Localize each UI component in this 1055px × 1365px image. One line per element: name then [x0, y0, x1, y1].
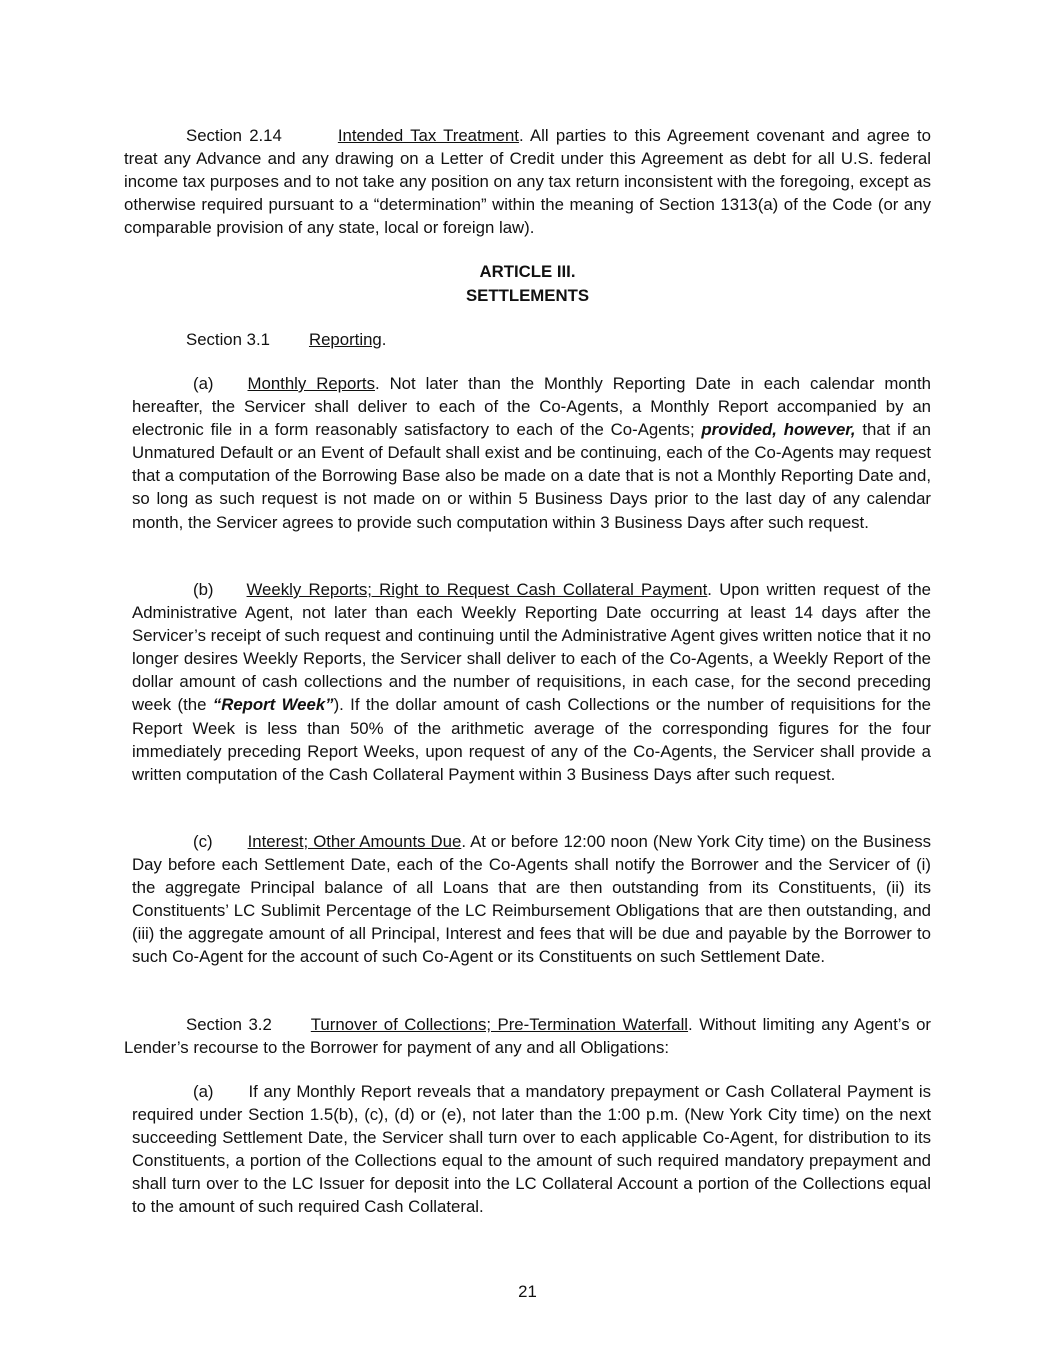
section-3-1-b-emphasis: “Report Week” [212, 695, 334, 715]
section-3-1-a-paragraph: (a) Monthly Reports. Not later than the Monthly Reporting Date in each calendar month hereafter, the Servicer shall deliver to each of the Co-Agents, a Monthly Report accompanied by an electronic file in a form reasonably satisfactory to each of the Co-Agents; provided, however, that if an Unmatured Default or an Event of Default shall exist and be continuing, each of the Co-Agents may request that a computation of the Borrowing Base also be made on a date that is not a Monthly Reporting Date and, so long as such request is not made on or within 5 Business Days prior to the last day of any calendar month, the Servicer agrees to provide such computation within 3 Business Days after such request. [132, 374, 931, 532]
section-3-2-number: Section 3.2 [186, 1015, 272, 1034]
section-3-2-a-body: If any Monthly Report reveals that a mandatory prepayment or Cash Collateral Payment is required under Section 1.5(b), (c), (d) or (e), not later than the 1:00 p.m. (New York City time) on the next succeeding Settlement Date, the Servicer shall turn over to each applicable Co-Agent, for distribution to its Constituents, a portion of the Collections equal to the amount of such required mandatory prepayment and shall turn over to the LC Issuer for deposit into the LC Collateral Account a portion of the Collections equal to the amount of such required Cash Collateral. [132, 1082, 931, 1217]
section-3-2-a-label: (a) [193, 1082, 214, 1101]
section-3-1-number: Section 3.1 [186, 330, 270, 349]
section-3-1-a-body-2: that if an Unmatured Default or an Event of Default shall exist and be continuing, each of the Co-Agents may request that a computation of the Borrowing Base also be made on a date that is not a Monthly Reporting Date and, so long as such request is not made on or within 5 Business Days prior to the last day of any calendar month, the Servicer agrees to provide such computation within 3 Business Days after such request. [132, 420, 931, 532]
section-3-2-a-paragraph [132, 1080, 931, 1219]
section-3-1-b-title: Weekly Reports; Right to Request Cash Collateral Payment [246, 580, 708, 599]
section-3-1-c-title: Interest; Other Amounts Due [247, 832, 462, 851]
section-3-1-a-title: Monthly Reports [247, 374, 375, 393]
section-3-1-title: Reporting [308, 330, 382, 349]
section-3-2-body: Without limiting any Agent’s or Lender’s recourse to the Borrower for payment of any and all Obligations: [124, 1015, 931, 1058]
section-3-1-b-body-2: ). If the dollar amount of cash Collections or the number of requisitions for the Report Week is less than 50% of the arithmetic average of the corresponding figures for the four immediately preceding Report Weeks, upon request of any of the Co-Agents, the Servicer shall provide a written computation of the Cash Collateral Payment within 3 Business Days after such request. [132, 695, 931, 784]
section-2-14-body: All parties to this Agreement covenant and agree to treat any Advance and any drawing on a Letter of Credit under this Agreement as debt for all U.S. federal income tax purposes and to not take any position on any tax return inconsistent with the foregoing, except as otherwise required pursuant to a “determination” within the meaning of Section 1313(a) of the Code (or any comparable provision of any state, local or foreign law). [124, 126, 931, 238]
section-3-2-title: Turnover of Collections; Pre-Termination Waterfall [310, 1015, 689, 1034]
section-3-1-c-label: (c) [193, 832, 213, 851]
section-3-1-b-paragraph: (b) Weekly Reports; Right to Request Cash Collateral Payment. Upon written request of the Administrative Agent, not later than each Weekly Reporting Date occurring at least 14 days after the Servicer’s receipt of such request and continuing until the Administrative Agent gives written notice that it no longer desires Weekly Reports, the Servicer shall deliver to each of the Co-Agents, a Weekly Report of the dollar amount of cash collections and the number of requisitions, in each case, for the second preceding week (the “Report Week”). If the dollar amount of cash Collections or the number of requisitions for the Report Week is less than 50% of the arithmetic average of the corresponding figures for the four immediately preceding Report Weeks, upon request of any of the Co-Agents, the Servicer shall provide a written computation of the Cash Collateral Payment within 3 Business Days after such request. [132, 580, 932, 784]
article-number: ARTICLE III. [479, 262, 576, 281]
page-number: 21 [518, 1282, 537, 1301]
section-3-1-heading: Section 3.1 Reporting. [186, 330, 387, 349]
section-3-1-b-label: (b) [193, 580, 214, 599]
section-3-1-c-paragraph: (c) Interest; Other Amounts Due. At or before 12:00 noon (New York City time) on the Business Day before each Settlement Date, each of the Co-Agents shall notify the Borrower and the Servicer of (i) the aggregate Principal balance of all Loans that are then outstanding from its Constituents, (ii) its Constituents’ LC Sublimit Percentage of the LC Reimbursement Obligations that are then outstanding, and (iii) the aggregate amount of all Principal, Interest and fees that will be due and payable by the Borrower to such Co-Agent for the account of such Co-Agent or its Constituents on such Settlement Date. [132, 832, 931, 967]
section-3-1-c-body: At or before 12:00 noon (New York City time) on the Business Day before each Settlement Date, each of the Co-Agents shall notify the Borrower and the Servicer of (i) the aggregate Principal balance of all Loans that are then outstanding from its Constituents, (ii) its Constituents’ LC Sublimit Percentage of the LC Reimbursement Obligations that are then outstanding, and (iii) the aggregate amount of all Principal, Interest and fees that will be due and payable by the Borrower to such Co-Agent for the account of such Co-Agent or its Constituents on such Settlement Date. [132, 832, 931, 967]
section-3-1-b-body-1: Upon written request of the Administrative Agent, not later than each Weekly Reporting Date occurring at least 14 days after the Servicer’s receipt of such request and continuing until the Administrative Agent gives written notice that it no longer desires Weekly Reports, the Servicer shall deliver to each of the Co-Agents, a Weekly Report of the dollar amount of cash collections and the number of requisitions, in each case, for the second preceding week (the [132, 580, 932, 715]
article-title: SETTLEMENTS [465, 286, 590, 305]
section-3-2-paragraph: Section 3.2 Turnover of Collections; Pre-Termination Waterfall. Without limiting any Agent’s or Lender’s recourse to the Borrower for payment of any and all Obligations: [124, 1015, 931, 1058]
section-3-1-a-emphasis: provided, however, [701, 420, 856, 440]
section-2-14-paragraph: Section 2.14 Intended Tax Treatment. All parties to this Agreement covenant and agree to treat any Advance and any drawing on a Letter of Credit under this Agreement as debt for all U.S. federal income tax purposes and to not take any position on any tax return inconsistent with the foregoing, except as otherwise required pursuant to a “determination” within the meaning of Section 1313(a) of the Code (or any comparable provision of any state, local or foreign law). [124, 126, 931, 238]
section-2-14-title: Intended Tax Treatment [337, 126, 519, 145]
section-3-1-a-body-1: Not later than the Monthly Reporting Date in each calendar month hereafter, the Servicer shall deliver to each of the Co-Agents, a Monthly Report accompanied by an electronic file in a form reasonably satisfactory to each of the Co-Agents; [132, 374, 931, 440]
section-3-1-a-label: (a) [193, 374, 214, 393]
section-2-14-number: Section 2.14 [186, 126, 282, 145]
